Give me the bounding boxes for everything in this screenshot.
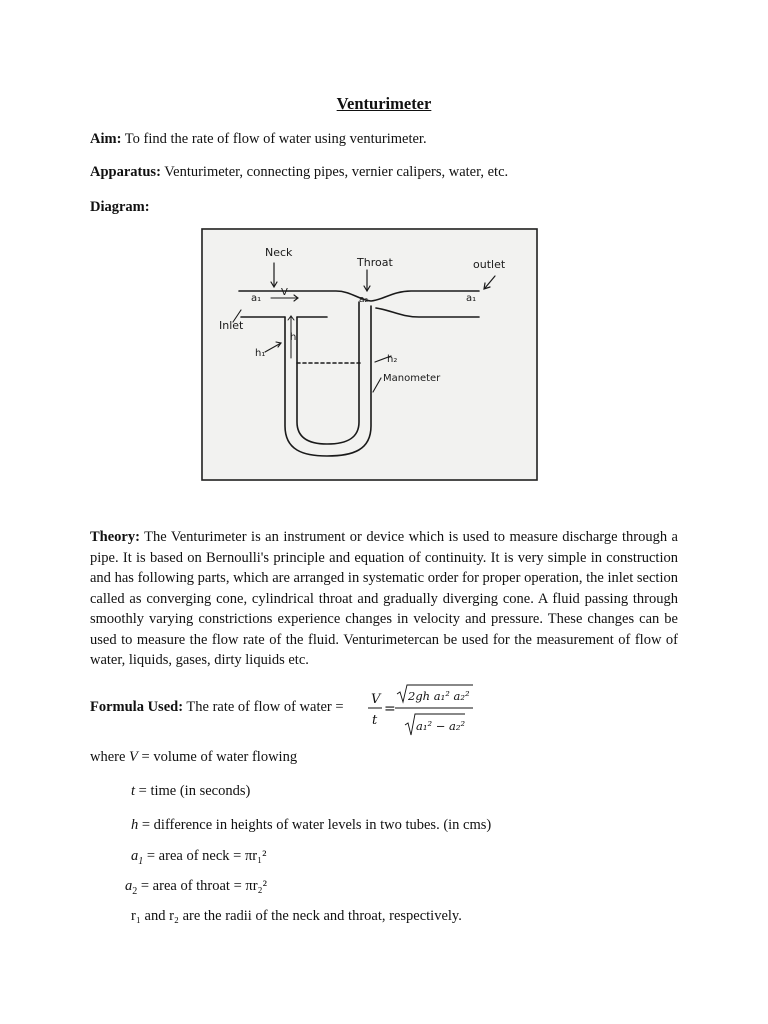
a1-symbol: a	[131, 848, 139, 864]
where-a2-line	[125, 878, 267, 897]
aim-line	[90, 131, 427, 148]
page-title: Venturimeter	[336, 94, 432, 113]
label-v: V	[281, 287, 288, 298]
a1-subscript: 1	[138, 855, 144, 867]
theory-text: The Venturimeter is an instrument or device which is used to measure discharge through a pipe. It is based on Bernoulli's principle and equation of continuity. It is very simple in construction and has following parts, which are arranged in systematic order for proper operation, the inlet section called as converging cone, cylindrical throat and gradually diverging cone. A fluid passing through smoothly varying constrictions experience changes in velocity and pressure. These changes can be used to measure the flow rate of the fluid. Venturimetercan be used for the measurement of flow of water, liquids, gases, dirty liquids etc.	[90, 529, 678, 668]
diagram-label: Diagram:	[90, 199, 150, 215]
formula-lhs-den: t	[372, 713, 378, 728]
label-a1-left: a₁	[251, 293, 262, 304]
venturimeter-diagram	[201, 228, 538, 481]
label-a1-right: a₁	[466, 293, 477, 304]
v-definition: = volume of water flowing	[137, 749, 298, 765]
formula-equals: =	[384, 701, 396, 717]
where-prefix: where	[90, 749, 130, 765]
aim-label: Aim:	[90, 131, 122, 147]
label-outlet: outlet	[473, 258, 506, 271]
where-v-line	[90, 749, 297, 766]
a2-subscript: 2	[132, 885, 138, 897]
formula-label: Formula Used:	[90, 699, 184, 715]
formula-numerator: 2gh a₁² a₂²	[408, 689, 470, 703]
theory-label: Theory:	[90, 529, 140, 545]
formula-text: The rate of flow of water =	[183, 699, 344, 715]
label-h1: h₁	[255, 348, 266, 359]
apparatus-text: Venturimeter, connecting pipes, vernier calipers, water, etc.	[160, 164, 509, 180]
label-a2: a₂	[359, 295, 369, 305]
formula-line	[90, 699, 344, 716]
where-h-line	[131, 817, 491, 834]
h-symbol: h	[131, 817, 139, 833]
label-inlet: Inlet	[219, 319, 244, 332]
t-definition: = time (in seconds)	[135, 783, 251, 799]
apparatus-label: Apparatus:	[90, 164, 161, 180]
formula-denominator: a₁² − a₂²	[416, 719, 466, 733]
label-manometer: Manometer	[383, 373, 441, 384]
a2-definition: = area of throat = πr₂²	[137, 878, 267, 894]
label-h2: h₂	[387, 354, 398, 365]
a1-definition: = area of neck = πr₁²	[143, 848, 267, 864]
label-throat: Throat	[357, 256, 393, 269]
radii-line: r₁ and r₂ are the radii of the neck and throat, respectively.	[131, 908, 462, 924]
theory-paragraph	[90, 527, 678, 671]
h-definition: = difference in heights of water levels in two tubes. (in cms)	[138, 817, 492, 833]
v-symbol: V	[129, 749, 138, 765]
flow-rate-formula	[365, 683, 475, 739]
a2-symbol: a	[125, 878, 133, 894]
aim-text: To find the rate of flow of water using venturimeter.	[121, 131, 427, 147]
apparatus-line	[90, 164, 508, 181]
label-neck: Neck	[265, 246, 293, 259]
t-symbol: t	[131, 783, 136, 799]
formula-lhs-num: V	[371, 692, 381, 707]
where-a1-line	[131, 848, 267, 867]
label-h: h	[290, 332, 297, 343]
where-t-line	[131, 783, 250, 800]
